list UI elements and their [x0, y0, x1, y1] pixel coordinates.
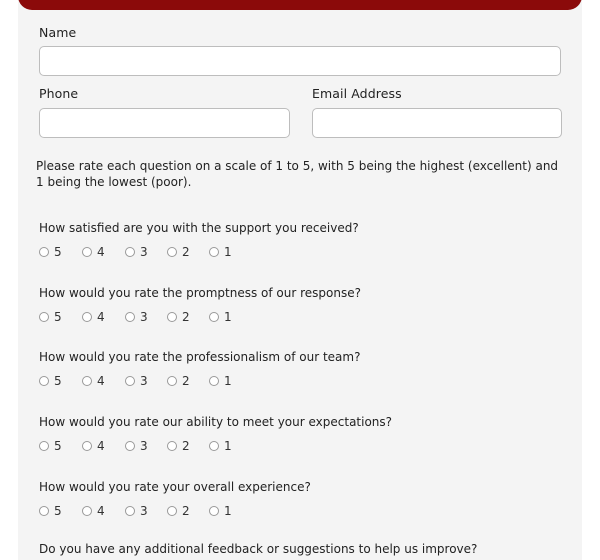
name-field[interactable] — [39, 46, 561, 76]
radio-button[interactable] — [125, 441, 135, 451]
radio-button[interactable] — [82, 247, 92, 257]
rating-option-label: 5 — [54, 374, 62, 388]
radio-button[interactable] — [209, 312, 219, 322]
question-text: How satisfied are you with the support you received? — [39, 221, 359, 235]
radio-button[interactable] — [82, 376, 92, 386]
radio-button[interactable] — [209, 376, 219, 386]
radio-button[interactable] — [82, 441, 92, 451]
phone-label: Phone — [39, 86, 79, 101]
email-field[interactable] — [312, 108, 562, 138]
rating-option-label: 3 — [140, 374, 148, 388]
radio-button[interactable] — [209, 506, 219, 516]
radio-button[interactable] — [209, 247, 219, 257]
rating-option-label: 3 — [140, 504, 148, 518]
name-label: Name — [39, 25, 77, 40]
radio-button[interactable] — [167, 506, 177, 516]
rating-option-label: 3 — [140, 310, 148, 324]
rating-option-label: 2 — [182, 504, 190, 518]
question-text: How would you rate your overall experience? — [39, 480, 311, 494]
radio-button[interactable] — [82, 312, 92, 322]
rating-question — [39, 480, 569, 520]
rating-question — [39, 415, 569, 455]
rating-option-label: 4 — [97, 439, 105, 453]
phone-field[interactable] — [39, 108, 290, 138]
rating-option-label: 1 — [224, 245, 232, 259]
radio-button[interactable] — [209, 441, 219, 451]
rating-option-label: 5 — [54, 439, 62, 453]
feedback-question: Do you have any additional feedback or suggestions to help us improve? — [39, 542, 478, 556]
radio-button[interactable] — [167, 247, 177, 257]
rating-option-label: 2 — [182, 439, 190, 453]
rating-option-label: 1 — [224, 310, 232, 324]
radio-button[interactable] — [167, 376, 177, 386]
rating-option-label: 1 — [224, 439, 232, 453]
email-label: Email Address — [312, 86, 402, 101]
rating-option-label: 1 — [224, 374, 232, 388]
rating-option-label: 4 — [97, 374, 105, 388]
survey-form — [18, 0, 582, 560]
question-text: How would you rate the professionalism of our team? — [39, 350, 361, 364]
radio-button[interactable] — [125, 506, 135, 516]
rating-option-label: 3 — [140, 439, 148, 453]
rating-instructions: Please rate each question on a scale of 1 to 5, with 5 being the highest (excellent) and 1 being the lowest (poor). — [36, 159, 559, 189]
radio-button[interactable] — [39, 441, 49, 451]
radio-button[interactable] — [167, 312, 177, 322]
radio-button[interactable] — [39, 312, 49, 322]
radio-button[interactable] — [167, 441, 177, 451]
rating-option-label: 2 — [182, 374, 190, 388]
rating-question — [39, 221, 569, 261]
rating-option-label: 3 — [140, 245, 148, 259]
radio-button[interactable] — [125, 376, 135, 386]
rating-option-label: 1 — [224, 504, 232, 518]
radio-button[interactable] — [125, 312, 135, 322]
radio-button[interactable] — [39, 376, 49, 386]
rating-option-label: 2 — [182, 245, 190, 259]
radio-button[interactable] — [39, 247, 49, 257]
rating-option-label: 5 — [54, 310, 62, 324]
rating-option-label: 4 — [97, 245, 105, 259]
rating-option-label: 5 — [54, 504, 62, 518]
rating-question — [39, 350, 569, 390]
rating-option-label: 2 — [182, 310, 190, 324]
question-text: How would you rate our ability to meet your expectations? — [39, 415, 393, 429]
rating-question — [39, 286, 569, 326]
question-text: How would you rate the promptness of our response? — [39, 286, 361, 300]
form-header-bar — [18, 0, 582, 10]
radio-button[interactable] — [82, 506, 92, 516]
rating-option-label: 5 — [54, 245, 62, 259]
rating-option-label: 4 — [97, 310, 105, 324]
rating-option-label: 4 — [97, 504, 105, 518]
radio-button[interactable] — [39, 506, 49, 516]
radio-button[interactable] — [125, 247, 135, 257]
